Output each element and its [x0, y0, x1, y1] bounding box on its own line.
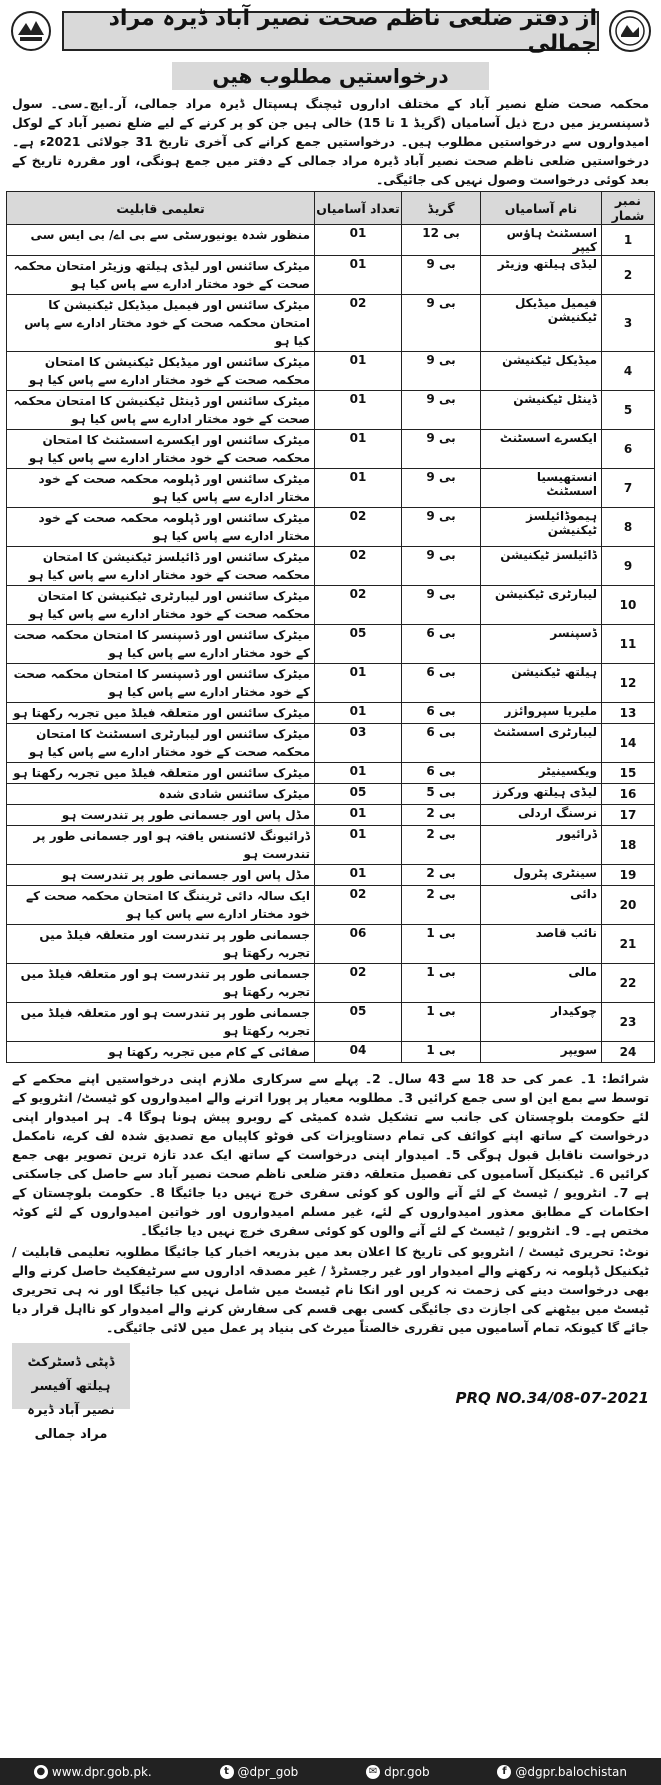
table-row — [7, 469, 655, 508]
cell-grade: بی 9 — [402, 295, 481, 352]
handle2-text: dpr.gob — [384, 1764, 430, 1779]
cell-num: 13 — [602, 703, 655, 724]
cell-num: 10 — [602, 586, 655, 625]
cell-grade: بی 1 — [402, 925, 481, 964]
cell-count: 01 — [315, 256, 402, 295]
conditions-paragraph: شرائط: 1۔ عمر کی حد 18 سے 43 سال۔ 2۔ پہلے سے سرکاری ملازم اپنی درخواستیں اپنے محکمے کے توسط سے بمع این او سی جمع کرائیں 3۔ مطلوبہ معیار پر پورا اترنے والے امیدواروں کو ٹیسٹ/ انٹرویو کے لئے حکومت بلوچستان کی جانب سے تشکیل شدہ کمیٹی کے روبرو پیش ہونا ہوگا 4۔ ہر امیدوار اپنی درخواست کے ساتھ اپنے کوائف کی تمام دستاویزات کی فوٹو کاپیاں مع تصدیق شدہ لف کرے، نامکمل درخواست ناقابل قبول ہوگی 5۔ امیدوار اپنی درخواست کے ساتھ ایک عدد تازہ ترین تصویر بھی جمع کرائیں 6۔ ٹیکنیکل آسامیوں کی تفصیل متعلقہ دفتر ضلعی ناظم صحت نصیر آباد سے حاصل کی جاسکتی ہے 7۔ انٹرویو / ٹیسٹ کے لئے آنے والوں کو کوئی سفری خرچ نہیں دیا جائیگا 8۔ حکومت بلوچستان کے احکامات کے مطابق معذور امیدواروں کے لئے، غیر مسلم امیدواروں اور خواتین امیدواروں کے لئے کوٹہ مختص ہے۔ 9۔ انٹرویو / ٹیسٹ کے لئے آنے والوں کو کوئی سفری خرچ نہیں دیا جائیگا۔ — [12, 1071, 649, 1238]
table-row — [7, 352, 655, 391]
cell-count: 01 — [315, 703, 402, 724]
signature-line1: ڈپٹی ڈسٹرکٹ ہیلتھ آفیسر — [27, 1355, 115, 1394]
cell-grade: بی 6 — [402, 724, 481, 763]
cell-count: 05 — [315, 784, 402, 805]
table-row — [7, 664, 655, 703]
cell-qual: میٹرک سائنس اور فیمیل میڈیکل ٹیکنیشن کا امتحان محکمہ صحت کے خود مختار ادارے سے پاس کیا ہو — [7, 295, 315, 352]
cell-name: ڈرائیور — [481, 826, 602, 865]
header-name: نام آسامیاں — [481, 192, 602, 225]
cell-name: لیبارٹری اسسٹنٹ — [481, 724, 602, 763]
cell-grade: بی 9 — [402, 391, 481, 430]
cell-name: ہیلتھ ٹیکنیشن — [481, 664, 602, 703]
cell-count: 02 — [315, 964, 402, 1003]
cell-num: 16 — [602, 784, 655, 805]
cell-name: لیڈی ہیلتھ وزیٹر — [481, 256, 602, 295]
cell-count: 01 — [315, 865, 402, 886]
cell-count: 02 — [315, 586, 402, 625]
table-row — [7, 225, 655, 256]
footer-website[interactable] — [34, 1765, 152, 1779]
cell-name: نائب قاصد — [481, 925, 602, 964]
cell-num: 7 — [602, 469, 655, 508]
cell-qual: میٹرک سائنس اور متعلقہ فیلڈ میں تجربہ رکھتا ہو — [7, 763, 315, 784]
cell-grade: بی 9 — [402, 586, 481, 625]
table-row — [7, 547, 655, 586]
footer-handle3[interactable] — [497, 1765, 627, 1779]
table-row — [7, 508, 655, 547]
cell-grade: بی 2 — [402, 865, 481, 886]
cell-name: ملیریا سپروائزر — [481, 703, 602, 724]
cell-num: 4 — [602, 352, 655, 391]
header — [6, 6, 655, 56]
table-row — [7, 586, 655, 625]
note-paragraph: نوٹ: تحریری ٹیسٹ / انٹرویو کی تاریخ کا اعلان بعد میں بذریعہ اخبار کیا جائیگا مطلوبہ تعلیمی قابلیت / ٹیکنیکل ڈپلومہ نہ رکھنے والے امیدوار اور غیر رجسٹرڈ / غیر مصدقہ اداروں سے سرٹیفکیٹ حاصل کرنے والے بھی درخواست دینے کی زحمت نہ کریں اور انکا نام ٹیسٹ میں شامل نہیں کیا جائیگا اور نہ ہی تحریری ٹیسٹ میں بیٹھنے کی اجازت دی جائیگی کسی بھی قسم کی سفارش کرنے والے امیدوار کو نااہل قرار دیا جائے گا کیونکہ تمام آسامیوں میں تقرری خالصتاً میرٹ کی بنیاد پر عمل میں لائی جائیگی۔ — [12, 1244, 649, 1335]
cell-qual: میٹرک سائنس اور لیبارٹری اسسٹنٹ کا امتحان محکمہ صحت کے خود مختار ادارے سے پاس کیا ہو — [7, 724, 315, 763]
cell-count: 01 — [315, 352, 402, 391]
cell-name: نرسنگ اردلی — [481, 805, 602, 826]
cell-qual: ڈرائیونگ لائسنس یافتہ ہو اور جسمانی طور پر تندرست ہو — [7, 826, 315, 865]
cell-qual: جسمانی طور پر تندرست اور متعلقہ فیلڈ میں تجربہ رکھتا ہو — [7, 925, 315, 964]
table-row — [7, 430, 655, 469]
cell-grade: بی 9 — [402, 508, 481, 547]
cell-count: 01 — [315, 826, 402, 865]
cell-name: ڈائیلسز ٹیکنیشن — [481, 547, 602, 586]
cell-num: 2 — [602, 256, 655, 295]
header-num: نمبر شمار — [602, 192, 655, 225]
cell-qual: میٹرک سائنس اور لیڈی ہیلتھ وزیٹر امتحان محکمہ صحت کے خود مختار ادارے سے پاس کیا ہو — [7, 256, 315, 295]
cell-name: ویکسینیٹر — [481, 763, 602, 784]
cell-num: 18 — [602, 826, 655, 865]
cell-grade: بی 5 — [402, 784, 481, 805]
office-title: از دفتر ضلعی ناظم صحت نصیر آباد ڈیرہ مراد جمالی — [62, 11, 599, 51]
cell-num: 17 — [602, 805, 655, 826]
cell-count: 01 — [315, 391, 402, 430]
cell-qual: جسمانی طور پر تندرست ہو اور متعلقہ فیلڈ میں تجربہ رکھتا ہو — [7, 964, 315, 1003]
cell-qual: میٹرک سائنس اور ایکسرے اسسٹنٹ کا امتحان محکمہ صحت کے خود مختار ادارے سے پاس کیا ہو — [7, 430, 315, 469]
cell-qual: میٹرک سائنس اور ڈپلومہ محکمہ صحت کے خود مختار ادارے سے پاس کیا ہو — [7, 469, 315, 508]
cell-num: 24 — [602, 1042, 655, 1063]
cell-num: 12 — [602, 664, 655, 703]
cell-num: 14 — [602, 724, 655, 763]
cell-grade: بی 1 — [402, 1042, 481, 1063]
table-row — [7, 784, 655, 805]
header-qual: تعلیمی قابلیت — [7, 192, 315, 225]
cell-name: مالی — [481, 964, 602, 1003]
table-row — [7, 1003, 655, 1042]
handle3-text: @dgpr.balochistan — [515, 1764, 628, 1779]
cell-qual: میٹرک سائنس اور ڈینٹل ٹیکنیشن کا امتحان محکمہ صحت کے خود مختار ادارے سے پاس کیا ہو — [7, 391, 315, 430]
cell-qual: ایک سالہ دائی ٹریننگ کا امتحان محکمہ صحت کے خود مختار ادارے سے پاس کیا ہو — [7, 886, 315, 925]
cell-qual: میٹرک سائنس اور ڈائیلسز ٹیکنیشن کا امتحان محکمہ صحت کے خود مختار ادارے سے پاس کیا ہو — [7, 547, 315, 586]
cell-num: 6 — [602, 430, 655, 469]
cell-grade: بی 6 — [402, 625, 481, 664]
footer-bar — [0, 1758, 661, 1785]
cell-num: 21 — [602, 925, 655, 964]
cell-grade: بی 2 — [402, 826, 481, 865]
table-row — [7, 703, 655, 724]
cell-qual: میٹرک سائنس اور لیبارٹری ٹیکنیشن کا امتحان محکمہ صحت کے خود مختار ادارے سے پاس کیا ہو — [7, 586, 315, 625]
cell-grade: بی 6 — [402, 703, 481, 724]
cell-qual: صفائی کے کام میں تجربہ رکھتا ہو — [7, 1042, 315, 1063]
cell-grade: بی 1 — [402, 1003, 481, 1042]
cell-name: اسسٹنٹ ہاؤس کیپر — [481, 225, 602, 256]
cell-count: 01 — [315, 805, 402, 826]
cell-num: 5 — [602, 391, 655, 430]
header-count: تعداد آسامیاں — [315, 192, 402, 225]
cell-name: ایکسرے اسسٹنٹ — [481, 430, 602, 469]
signature-box — [12, 1343, 130, 1442]
cell-qual: میٹرک سائنس شادی شدہ — [7, 784, 315, 805]
cell-num: 23 — [602, 1003, 655, 1042]
facebook-icon: f — [497, 1765, 511, 1779]
cell-count: 01 — [315, 664, 402, 703]
cell-name: انستھیسیا اسسٹنٹ — [481, 469, 602, 508]
table-row — [7, 925, 655, 964]
footer-handle1[interactable] — [220, 1765, 299, 1779]
cell-grade: بی 9 — [402, 352, 481, 391]
table-row — [7, 826, 655, 865]
handle1-text: @dpr_gob — [237, 1764, 299, 1779]
cell-qual: میٹرک سائنس اور ڈسپنسر کا امتحان محکمہ صحت کے خود مختار ادارے سے پاس کیا ہو — [7, 625, 315, 664]
cell-num: 1 — [602, 225, 655, 256]
cell-qual: میٹرک سائنس اور متعلقہ فیلڈ میں تجربہ رکھتا ہو — [7, 703, 315, 724]
signature-row — [6, 1343, 655, 1442]
cell-name: لیبارٹری ٹیکنیشن — [481, 586, 602, 625]
cell-qual: میٹرک سائنس اور ڈسپنسر کا امتحان محکمہ صحت کے خود مختار ادارے سے پاس کیا ہو — [7, 664, 315, 703]
cell-name: میڈیکل ٹیکنیشن — [481, 352, 602, 391]
cell-num: 20 — [602, 886, 655, 925]
cell-num: 8 — [602, 508, 655, 547]
cell-grade: بی 9 — [402, 469, 481, 508]
cell-grade: بی 1 — [402, 964, 481, 1003]
twitter-icon: t — [220, 1765, 234, 1779]
cell-qual: مڈل پاس اور جسمانی طور پر تندرست ہو — [7, 805, 315, 826]
cell-name: سویپر — [481, 1042, 602, 1063]
cell-count: 01 — [315, 225, 402, 256]
cell-count: 04 — [315, 1042, 402, 1063]
table-row — [7, 763, 655, 784]
table-row — [7, 256, 655, 295]
cell-name: لیڈی ہیلتھ ورکرز — [481, 784, 602, 805]
footer-handle2[interactable] — [366, 1765, 429, 1779]
table-row — [7, 886, 655, 925]
cell-qual: میٹرک سائنس اور ڈپلومہ محکمہ صحت کے خود مختار ادارے سے پاس کیا ہو — [7, 508, 315, 547]
cell-qual: مڈل پاس اور جسمانی طور پر تندرست ہو — [7, 865, 315, 886]
cell-grade: بی 9 — [402, 256, 481, 295]
cell-count: 03 — [315, 724, 402, 763]
table-row — [7, 865, 655, 886]
cell-grade: بی 9 — [402, 430, 481, 469]
cell-count: 05 — [315, 1003, 402, 1042]
table-row — [7, 724, 655, 763]
cell-qual: میٹرک سائنس اور میڈیکل ٹیکنیشن کا امتحان محکمہ صحت کے خود مختار ادارے سے پاس کیا ہو — [7, 352, 315, 391]
cell-name: ڈینٹل ٹیکنیشن — [481, 391, 602, 430]
cell-name: سینٹری پٹرول — [481, 865, 602, 886]
cell-num: 22 — [602, 964, 655, 1003]
cell-grade: بی 2 — [402, 805, 481, 826]
cell-count: 01 — [315, 763, 402, 784]
table-row — [7, 625, 655, 664]
cell-count: 02 — [315, 508, 402, 547]
cell-grade: بی 6 — [402, 763, 481, 784]
cell-count: 02 — [315, 547, 402, 586]
cell-num: 11 — [602, 625, 655, 664]
table-row — [7, 391, 655, 430]
cell-num: 19 — [602, 865, 655, 886]
cell-count: 02 — [315, 886, 402, 925]
cell-qual: منظور شدہ یونیورسٹی سے بی اے/ بی ایس سی — [7, 225, 315, 256]
cell-qual: جسمانی طور پر تندرست ہو اور متعلقہ فیلڈ میں تجربہ رکھتا ہو — [7, 1003, 315, 1042]
email-icon: ✉ — [366, 1765, 380, 1779]
prq-number: PRQ NO.34/08-07-2021 — [455, 1389, 649, 1407]
cell-count: 02 — [315, 295, 402, 352]
cell-name: دائی — [481, 886, 602, 925]
cell-count: 06 — [315, 925, 402, 964]
cell-num: 15 — [602, 763, 655, 784]
signature-line2: نصیر آباد ڈیرہ مراد جمالی — [27, 1403, 115, 1442]
cell-count: 01 — [315, 430, 402, 469]
government-seal-logo — [605, 8, 655, 54]
website-text: www.dpr.gob.pk. — [51, 1764, 152, 1779]
cell-grade: بی 2 — [402, 886, 481, 925]
advertisement-page — [6, 6, 655, 1442]
cell-grade: بی 6 — [402, 664, 481, 703]
globe-icon: ● — [34, 1765, 48, 1779]
cell-count: 05 — [315, 625, 402, 664]
headline-wrap — [6, 62, 655, 90]
header-grade: گریڈ — [402, 192, 481, 225]
cell-name: فیمیل میڈیکل ٹیکنیشن — [481, 295, 602, 352]
cell-grade: بی 9 — [402, 547, 481, 586]
table-row — [7, 1042, 655, 1063]
cell-name: ہیموڈائیلسز ٹیکنیشن — [481, 508, 602, 547]
vacancies-table — [6, 191, 655, 1063]
cell-name: چوکیدار — [481, 1003, 602, 1042]
table-row — [7, 805, 655, 826]
headline: درخواستیں مطلوب ھیں — [172, 62, 488, 90]
cell-name: ڈسپنسر — [481, 625, 602, 664]
table-row — [7, 295, 655, 352]
cell-count: 01 — [315, 469, 402, 508]
cell-num: 9 — [602, 547, 655, 586]
table-header-row — [7, 192, 655, 225]
table-row — [7, 964, 655, 1003]
cell-grade: بی 12 — [402, 225, 481, 256]
cell-num: 3 — [602, 295, 655, 352]
balochistan-emblem-logo — [6, 8, 56, 54]
intro-paragraph: محکمہ صحت ضلع نصیر آباد کے مختلف اداروں ٹیچنگ ہسپتال ڈیرہ مراد جمالی، آر۔ایچ۔سی۔ سول ڈسپنسریز میں درج ذیل آسامیاں (گریڈ 1 تا 15) خالی ہیں جن کو پر کرنے کے لیے ضلع نصیر آباد کے لوکل امیدواروں سے درخواستیں مطلوب ہیں۔ درخواستیں جمع کرانے کی آخری تاریخ 31 جولائی 2021ء ہے۔ درخواستیں ضلعی ناظم صحت نصیر آباد ڈیرہ مراد جمالی کے دفتر میں جمع ہونگی، اور مقررہ تاریخ کے بعد کوئی درخواست وصول نہیں کی جائیگی۔ — [12, 96, 650, 187]
